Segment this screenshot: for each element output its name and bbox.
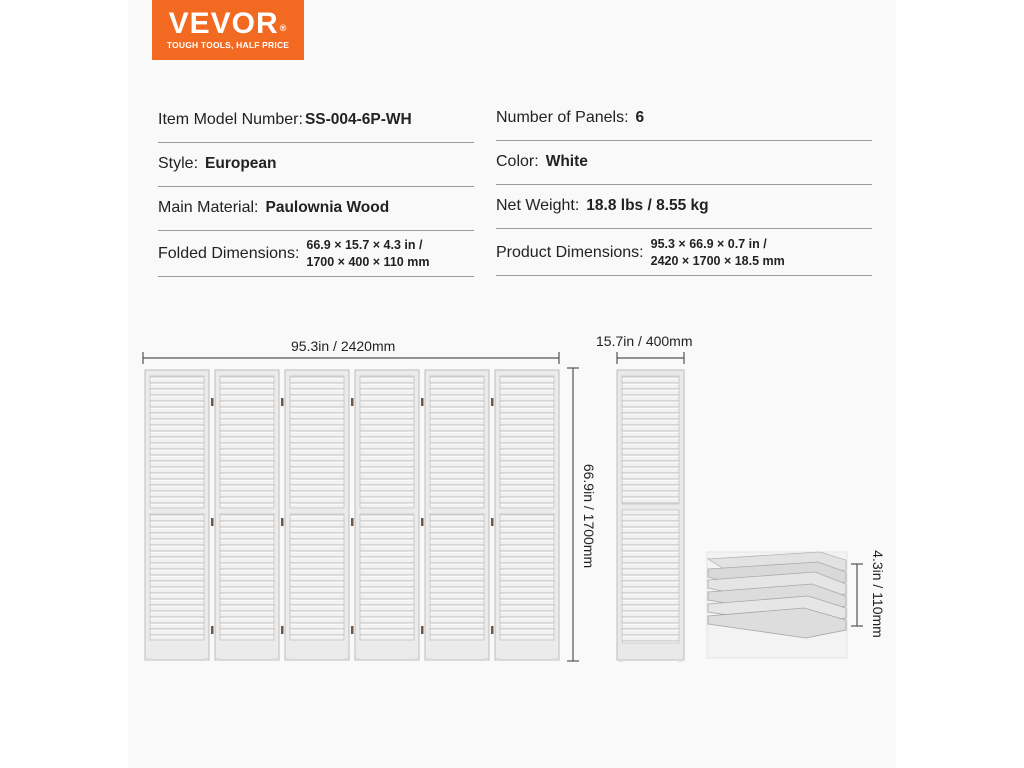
logo-brand-name: VEVOR — [168, 7, 279, 40]
folded-panel-front-view — [617, 370, 684, 662]
spec-label: Color: — [496, 153, 539, 170]
hinge-icon — [211, 398, 214, 406]
thickness-dimension-line — [851, 564, 863, 626]
height-dimension-line — [567, 368, 579, 661]
hinge-icon — [281, 518, 284, 526]
thickness-label: 4.3in / 110mm — [870, 550, 886, 638]
spec-label: Folded Dimensions: — [158, 245, 300, 262]
hinge-icon — [281, 626, 284, 634]
spec-label: Net Weight: — [496, 197, 580, 214]
spec-value-line: 1700 × 400 × 110 mm — [306, 255, 430, 269]
hinge-icon — [491, 518, 494, 526]
spec-label: Product Dimensions: — [496, 244, 644, 261]
divider-panel — [495, 370, 559, 661]
hinge-icon — [351, 626, 354, 634]
hinge-icon — [491, 398, 494, 406]
spec-value: White — [545, 153, 588, 170]
total-width-label: 95.3in / 2420mm — [291, 338, 396, 354]
logo-tagline: TOUGH TOOLS, HALF PRICE — [166, 40, 290, 50]
spec-label: Style: — [158, 155, 199, 172]
hinge-icon — [211, 518, 214, 526]
height-label: 66.9in / 1700mm — [581, 463, 597, 569]
spec-value: SS-004-6P-WH — [304, 111, 412, 128]
divider-panel — [145, 370, 209, 661]
spec-value: 18.8 lbs / 8.55 kg — [586, 197, 709, 214]
hinge-icon — [491, 626, 494, 634]
logo-registered-mark: ® — [279, 23, 288, 33]
hinge-icon — [281, 398, 284, 406]
hinge-icon — [421, 626, 424, 634]
spec-value: Paulownia Wood — [265, 199, 390, 216]
spec-value-line: 2420 × 1700 × 18.5 mm — [650, 254, 785, 268]
six-panel-divider — [145, 370, 559, 661]
divider-panel — [425, 370, 489, 661]
spec-label: Number of Panels: — [496, 109, 629, 126]
panel-width-label: 15.7in / 400mm — [596, 333, 693, 349]
spec-value-line: 95.3 × 66.9 × 0.7 in / — [650, 237, 767, 251]
panel-width-dimension-line — [617, 352, 684, 364]
spec-value-line: 66.9 × 15.7 × 4.3 in / — [306, 238, 423, 252]
folded-stack-photo — [707, 552, 847, 658]
hinge-icon — [421, 398, 424, 406]
hinge-icon — [211, 626, 214, 634]
hinge-icon — [351, 398, 354, 406]
hinge-icon — [351, 518, 354, 526]
spec-value: 6 — [635, 109, 645, 126]
divider-panel — [215, 370, 279, 661]
divider-panel — [355, 370, 419, 661]
spec-label: Main Material: — [158, 199, 259, 216]
spec-label: Item Model Number: — [158, 111, 303, 128]
spec-value: European — [205, 155, 277, 172]
hinge-icon — [421, 518, 424, 526]
divider-panel — [285, 370, 349, 661]
